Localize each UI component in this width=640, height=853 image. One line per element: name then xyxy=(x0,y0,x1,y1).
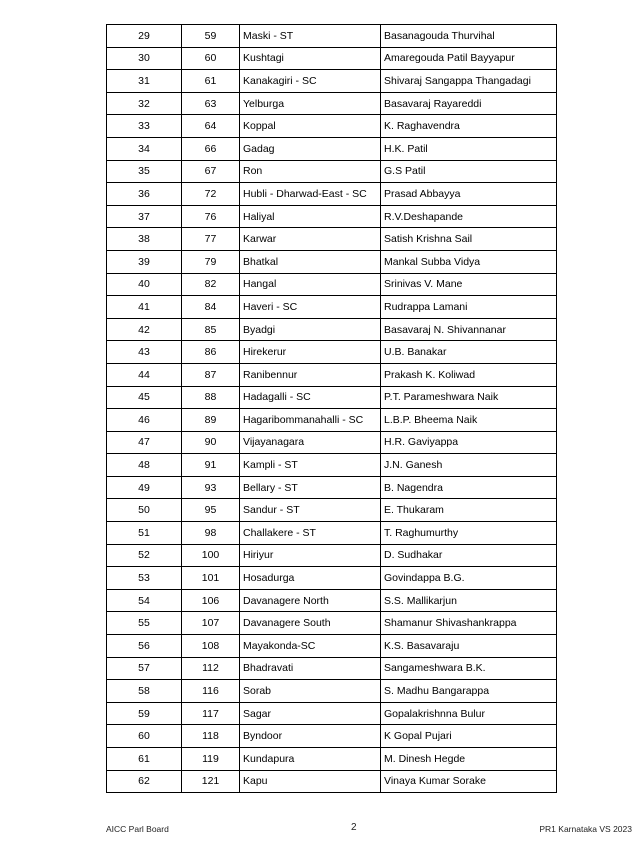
candidate-name-cell: K Gopal Pujari xyxy=(381,725,557,748)
table-row xyxy=(107,522,557,545)
table-row xyxy=(107,228,557,251)
candidate-name-cell: R.V.Deshapande xyxy=(381,205,557,228)
constituency-cell: Koppal xyxy=(240,115,381,138)
table-row xyxy=(107,363,557,386)
serial-number-cell: 33 xyxy=(107,115,182,138)
candidate-name-cell: H.R. Gaviyappa xyxy=(381,431,557,454)
candidates-table-body xyxy=(107,25,557,793)
candidate-name-cell: S. Madhu Bangarappa xyxy=(381,680,557,703)
serial-number-cell: 61 xyxy=(107,748,182,771)
constituency-cell: Hubli - Dharwad-East - SC xyxy=(240,183,381,206)
table-row xyxy=(107,137,557,160)
constituency-cell: Hangal xyxy=(240,273,381,296)
constituency-cell: Yelburga xyxy=(240,92,381,115)
serial-number-cell: 54 xyxy=(107,589,182,612)
candidate-name-cell: K.S. Basavaraju xyxy=(381,635,557,658)
candidate-name-cell: Vinaya Kumar Sorake xyxy=(381,770,557,793)
serial-number-cell: 58 xyxy=(107,680,182,703)
ac-number-cell: 88 xyxy=(182,386,240,409)
table-row xyxy=(107,567,557,590)
ac-number-cell: 67 xyxy=(182,160,240,183)
serial-number-cell: 40 xyxy=(107,273,182,296)
ac-number-cell: 87 xyxy=(182,363,240,386)
table-row xyxy=(107,341,557,364)
footer-document-label: PR1 Karnataka VS 2023 xyxy=(539,824,632,834)
constituency-cell: Kampli - ST xyxy=(240,454,381,477)
candidate-name-cell: U.B. Banakar xyxy=(381,341,557,364)
table-row xyxy=(107,273,557,296)
table-row xyxy=(107,702,557,725)
serial-number-cell: 42 xyxy=(107,318,182,341)
ac-number-cell: 76 xyxy=(182,205,240,228)
serial-number-cell: 34 xyxy=(107,137,182,160)
ac-number-cell: 98 xyxy=(182,522,240,545)
table-row xyxy=(107,476,557,499)
table-row xyxy=(107,25,557,48)
footer-board-label: AICC Parl Board xyxy=(106,824,169,834)
serial-number-cell: 32 xyxy=(107,92,182,115)
constituency-cell: Hadagalli - SC xyxy=(240,386,381,409)
table-row xyxy=(107,431,557,454)
candidate-name-cell: G.S Patil xyxy=(381,160,557,183)
table-row xyxy=(107,70,557,93)
serial-number-cell: 62 xyxy=(107,770,182,793)
candidate-name-cell: Rudrappa Lamani xyxy=(381,296,557,319)
table-row xyxy=(107,250,557,273)
constituency-cell: Sorab xyxy=(240,680,381,703)
constituency-cell: Hagaribommanahalli - SC xyxy=(240,409,381,432)
serial-number-cell: 41 xyxy=(107,296,182,319)
constituency-cell: Sagar xyxy=(240,702,381,725)
candidate-name-cell: Prakash K. Koliwad xyxy=(381,363,557,386)
constituency-cell: Kanakagiri - SC xyxy=(240,70,381,93)
candidate-name-cell: H.K. Patil xyxy=(381,137,557,160)
table-row xyxy=(107,612,557,635)
table-row xyxy=(107,160,557,183)
ac-number-cell: 79 xyxy=(182,250,240,273)
table-row xyxy=(107,680,557,703)
serial-number-cell: 52 xyxy=(107,544,182,567)
ac-number-cell: 72 xyxy=(182,183,240,206)
candidate-name-cell: Basavaraj Rayareddi xyxy=(381,92,557,115)
constituency-cell: Davanagere South xyxy=(240,612,381,635)
candidate-name-cell: K. Raghavendra xyxy=(381,115,557,138)
table-row xyxy=(107,115,557,138)
serial-number-cell: 56 xyxy=(107,635,182,658)
table-row xyxy=(107,454,557,477)
ac-number-cell: 90 xyxy=(182,431,240,454)
constituency-cell: Hirekerur xyxy=(240,341,381,364)
candidate-name-cell: Basavaraj N. Shivannanar xyxy=(381,318,557,341)
ac-number-cell: 82 xyxy=(182,273,240,296)
table-row xyxy=(107,770,557,793)
ac-number-cell: 112 xyxy=(182,657,240,680)
table-row xyxy=(107,205,557,228)
candidate-name-cell: Gopalakrishnna Bulur xyxy=(381,702,557,725)
ac-number-cell: 121 xyxy=(182,770,240,793)
serial-number-cell: 46 xyxy=(107,409,182,432)
ac-number-cell: 63 xyxy=(182,92,240,115)
constituency-cell: Challakere - ST xyxy=(240,522,381,545)
candidate-name-cell: P.T. Parameshwara Naik xyxy=(381,386,557,409)
constituency-cell: Haveri - SC xyxy=(240,296,381,319)
serial-number-cell: 43 xyxy=(107,341,182,364)
table-row xyxy=(107,657,557,680)
constituency-cell: Byadgi xyxy=(240,318,381,341)
ac-number-cell: 89 xyxy=(182,409,240,432)
serial-number-cell: 57 xyxy=(107,657,182,680)
candidate-name-cell: Shamanur Shivashankrappa xyxy=(381,612,557,635)
serial-number-cell: 60 xyxy=(107,725,182,748)
candidate-name-cell: L.B.P. Bheema Naik xyxy=(381,409,557,432)
ac-number-cell: 84 xyxy=(182,296,240,319)
ac-number-cell: 77 xyxy=(182,228,240,251)
constituency-cell: Kushtagi xyxy=(240,47,381,70)
table-row xyxy=(107,635,557,658)
constituency-cell: Ranibennur xyxy=(240,363,381,386)
serial-number-cell: 45 xyxy=(107,386,182,409)
ac-number-cell: 85 xyxy=(182,318,240,341)
candidate-name-cell: Shivaraj Sangappa Thangadagi xyxy=(381,70,557,93)
ac-number-cell: 64 xyxy=(182,115,240,138)
candidate-name-cell: E. Thukaram xyxy=(381,499,557,522)
ac-number-cell: 117 xyxy=(182,702,240,725)
ac-number-cell: 101 xyxy=(182,567,240,590)
ac-number-cell: 66 xyxy=(182,137,240,160)
constituency-cell: Gadag xyxy=(240,137,381,160)
constituency-cell: Byndoor xyxy=(240,725,381,748)
candidate-name-cell: Satish Krishna Sail xyxy=(381,228,557,251)
ac-number-cell: 95 xyxy=(182,499,240,522)
serial-number-cell: 49 xyxy=(107,476,182,499)
constituency-cell: Vijayanagara xyxy=(240,431,381,454)
constituency-cell: Ron xyxy=(240,160,381,183)
constituency-cell: Haliyal xyxy=(240,205,381,228)
serial-number-cell: 53 xyxy=(107,567,182,590)
serial-number-cell: 37 xyxy=(107,205,182,228)
constituency-cell: Bhatkal xyxy=(240,250,381,273)
table-row xyxy=(107,589,557,612)
candidate-name-cell: M. Dinesh Hegde xyxy=(381,748,557,771)
table-row xyxy=(107,409,557,432)
constituency-cell: Hiriyur xyxy=(240,544,381,567)
constituency-cell: Karwar xyxy=(240,228,381,251)
serial-number-cell: 36 xyxy=(107,183,182,206)
table-row xyxy=(107,725,557,748)
candidate-name-cell: B. Nagendra xyxy=(381,476,557,499)
candidate-name-cell: Prasad Abbayya xyxy=(381,183,557,206)
candidate-name-cell: Mankal Subba Vidya xyxy=(381,250,557,273)
serial-number-cell: 50 xyxy=(107,499,182,522)
candidate-name-cell: S.S. Mallikarjun xyxy=(381,589,557,612)
serial-number-cell: 30 xyxy=(107,47,182,70)
ac-number-cell: 91 xyxy=(182,454,240,477)
constituency-cell: Sandur - ST xyxy=(240,499,381,522)
ac-number-cell: 107 xyxy=(182,612,240,635)
ac-number-cell: 86 xyxy=(182,341,240,364)
ac-number-cell: 108 xyxy=(182,635,240,658)
serial-number-cell: 31 xyxy=(107,70,182,93)
table-row xyxy=(107,183,557,206)
candidate-name-cell: J.N. Ganesh xyxy=(381,454,557,477)
serial-number-cell: 51 xyxy=(107,522,182,545)
candidates-table xyxy=(106,24,557,793)
table-row xyxy=(107,92,557,115)
constituency-cell: Davanagere North xyxy=(240,589,381,612)
candidate-name-cell: Srinivas V. Mane xyxy=(381,273,557,296)
constituency-cell: Bhadravati xyxy=(240,657,381,680)
constituency-cell: Hosadurga xyxy=(240,567,381,590)
serial-number-cell: 39 xyxy=(107,250,182,273)
serial-number-cell: 47 xyxy=(107,431,182,454)
serial-number-cell: 38 xyxy=(107,228,182,251)
table-row xyxy=(107,544,557,567)
candidate-name-cell: D. Sudhakar xyxy=(381,544,557,567)
constituency-cell: Mayakonda-SC xyxy=(240,635,381,658)
table-row xyxy=(107,296,557,319)
serial-number-cell: 48 xyxy=(107,454,182,477)
ac-number-cell: 100 xyxy=(182,544,240,567)
ac-number-cell: 93 xyxy=(182,476,240,499)
serial-number-cell: 35 xyxy=(107,160,182,183)
ac-number-cell: 61 xyxy=(182,70,240,93)
candidate-name-cell: Govindappa B.G. xyxy=(381,567,557,590)
serial-number-cell: 59 xyxy=(107,702,182,725)
constituency-cell: Kapu xyxy=(240,770,381,793)
candidate-name-cell: Sangameshwara B.K. xyxy=(381,657,557,680)
ac-number-cell: 118 xyxy=(182,725,240,748)
candidate-name-cell: Basanagouda Thurvihal xyxy=(381,25,557,48)
table-row xyxy=(107,748,557,771)
constituency-cell: Bellary - ST xyxy=(240,476,381,499)
candidate-name-cell: Amaregouda Patil Bayyapur xyxy=(381,47,557,70)
constituency-cell: Maski - ST xyxy=(240,25,381,48)
ac-number-cell: 106 xyxy=(182,589,240,612)
serial-number-cell: 55 xyxy=(107,612,182,635)
footer-page-number: 2 xyxy=(351,822,357,833)
table-row xyxy=(107,386,557,409)
constituency-cell: Kundapura xyxy=(240,748,381,771)
serial-number-cell: 29 xyxy=(107,25,182,48)
table-row xyxy=(107,318,557,341)
serial-number-cell: 44 xyxy=(107,363,182,386)
table-row xyxy=(107,47,557,70)
ac-number-cell: 116 xyxy=(182,680,240,703)
table-row xyxy=(107,499,557,522)
ac-number-cell: 59 xyxy=(182,25,240,48)
ac-number-cell: 119 xyxy=(182,748,240,771)
candidate-name-cell: T. Raghumurthy xyxy=(381,522,557,545)
ac-number-cell: 60 xyxy=(182,47,240,70)
